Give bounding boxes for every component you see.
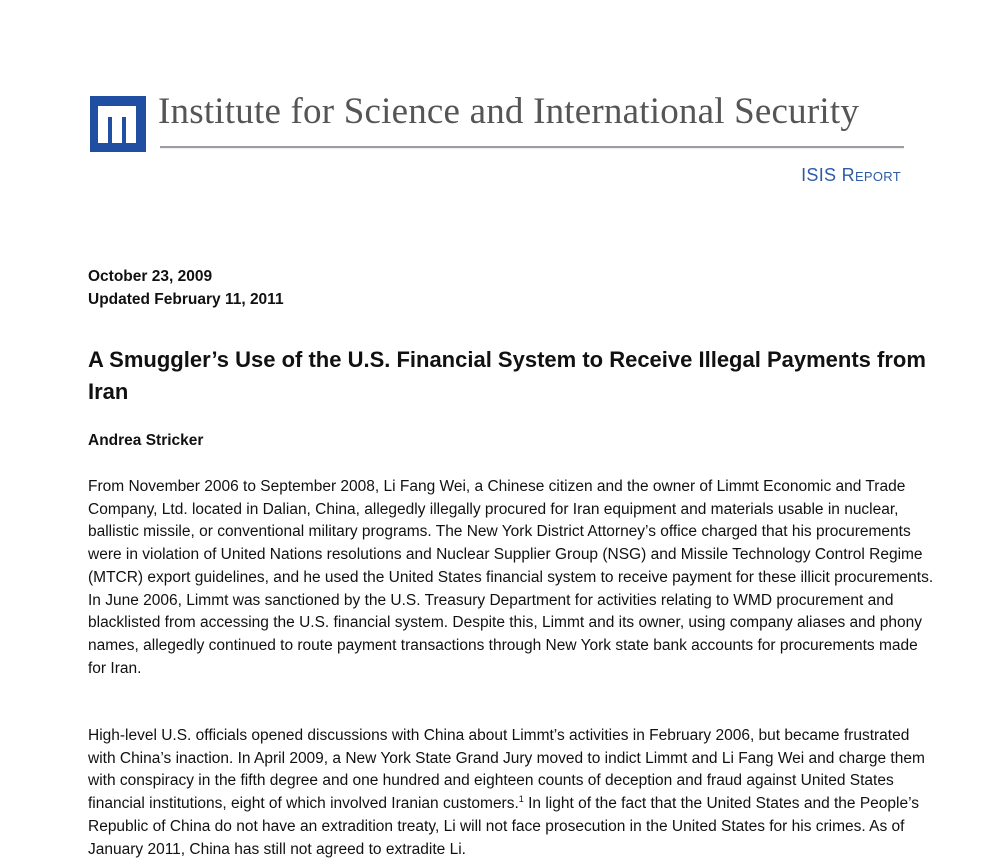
organization-name: Institute for Science and International Security — [158, 91, 860, 132]
report-dates — [88, 265, 284, 311]
body-paragraph-1: From November 2006 to September 2008, Li Fang Wei, a Chinese citizen and the owner of Limmt Economic and Trade Company, Ltd. located in Dalian, China, allegedly illegally procured for Iran equipment and materials usable in nuclear, ballistic missile, or conventional military programs. The New York District Attorney’s office charged that his procurements were in violation of United Nations resolutions and Nuclear Supplier Group (NSG) and Missile Technology Control Regime (MTCR) export guidelines, and he used the United States financial system to receive payment for these illicit procurements. In June 2006, Limmt was sanctioned by the U.S. Treasury Department for activities relating to WMD procurement and blacklisted from accessing the U.S. financial system. Despite this, Limmt and its owner, using company aliases and phony names, allegedly continued to route payment transactions through New York state bank accounts for procurements made for Iran. — [88, 478, 934, 677]
author-name: Andrea Stricker — [88, 432, 204, 449]
paragraph-2-text-after-note: In light of the fact that the United States and the People’s Republic of China do not have an extradition treaty, Li will not face prosecution in the United States for his crimes. As of January 2011, China has still not agreed to extradite Li. — [88, 795, 920, 858]
original-date: October 23, 2009 — [88, 268, 213, 285]
body-paragraph-2 — [88, 725, 934, 861]
isis-logo-icon — [90, 96, 146, 152]
updated-date: Updated February 11, 2011 — [88, 291, 284, 308]
header-divider — [160, 146, 904, 148]
paragraph-2-text-before-note: High-level U.S. officials opened discussions with China about Limmt’s activities in February 2006, but became frustrated with China’s inaction. In April 2009, a New York State Grand Jury moved to indict Limmt and Li Fang Wei and charge them with conspiracy in the fifth degree and one hundred and eighteen counts of deception and fraud against United States financial institutions, eight of which involved Iranian customers. — [88, 727, 925, 813]
report-label: ISIS Report — [801, 165, 901, 185]
logo-mark — [98, 106, 136, 143]
report-title: A Smuggler’s Use of the U.S. Financial System to Receive Illegal Payments from Iran — [88, 347, 926, 404]
footnote-marker[interactable]: 1 — [518, 793, 524, 804]
